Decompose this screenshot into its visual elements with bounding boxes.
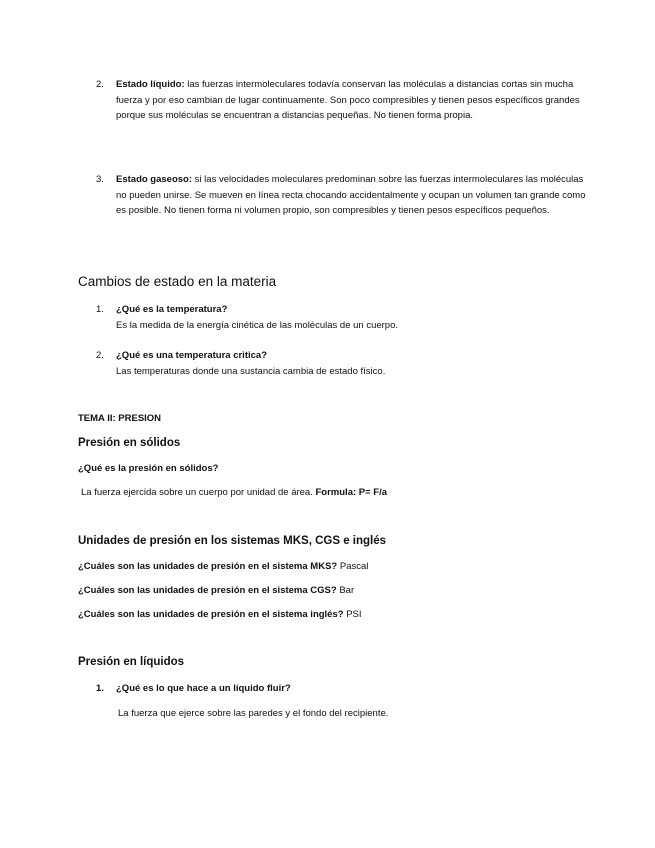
solidos-answer-line (81, 486, 387, 499)
presion-solidos-heading: Presión en sólidos (78, 437, 181, 449)
list-number: 2. (96, 79, 104, 90)
list-number: 1. (96, 304, 104, 315)
presion-liquidos-heading: Presión en líquidos (78, 656, 185, 668)
unidades-row-cgs (78, 585, 354, 596)
answer-text: Bar (336, 585, 355, 596)
liquidos-answer: La fuerza que ejerce sobre las paredes y el fondo del recipiente. (118, 708, 389, 719)
list-item-estado-gaseoso (96, 172, 586, 219)
unidades-row-ingles (78, 609, 362, 620)
question-text: ¿Qué es la temperatura? (116, 304, 228, 315)
answer-text: Es la medida de la energía cinética de las moléculas de un cuerpo. (116, 319, 399, 331)
tema-label: TEMA II: PRESION (78, 413, 162, 424)
list-item-text (116, 302, 586, 333)
cambios-heading: Cambios de estado en la materia (78, 274, 277, 289)
list-item-text (116, 348, 586, 379)
question-text: ¿Cuáles son las unidades de presión en el sistema CGS? (78, 585, 337, 596)
term-label: Estado líquido: (116, 79, 185, 90)
list-number: 1. (96, 683, 104, 694)
term-label: Estado gaseoso: (116, 174, 193, 185)
list-item-liquido-fluir (96, 681, 586, 697)
question-text: ¿Qué es lo que hace a un líquido fluir? (116, 683, 291, 694)
question-text: ¿Qué es una temperatura critica? (116, 350, 267, 361)
list-item-text (116, 77, 586, 124)
list-item-temperatura (96, 302, 586, 333)
list-item-text (116, 172, 586, 219)
question-text: ¿Cuáles son las unidades de presión en el sistema inglés? (78, 609, 344, 620)
list-number: 2. (96, 350, 104, 361)
list-item-estado-liquido (96, 77, 586, 124)
unidades-row-mks (78, 561, 368, 572)
solidos-answer: La fuerza ejercida sobre un cuerpo por unidad de área. (81, 487, 316, 498)
term-description: si las velocidades moleculares predominan sobre las fuerzas intermoleculares las moléculas no pueden unirse. Se mueven en línea recta chocando accidentalmente y ocupan un volumen tan grande como es posible. No tienen forma ni volumen propio, son compresibles y tienen pesos específicos pequeños. (116, 174, 586, 216)
unidades-heading: Unidades de presión en los sistemas MKS, CGS e inglés (78, 535, 387, 547)
term-description: las fuerzas intermoleculares todavía conservan las moléculas a distancias cortas sin mucha fuerza y por eso cambian de lugar continuamente. Son poco compresibles y tienen pesos específicos grandes porque sus moléculas se encuentran a distancias pequeñas. No tienen forma propia. (116, 79, 580, 121)
question-text: ¿Cuáles son las unidades de presión en el sistema MKS? (78, 561, 338, 572)
formula-text: Formula: P= F/a (315, 487, 388, 498)
answer-text: Las temperaturas donde una sustancia cambia de estado físico. (116, 365, 386, 377)
solidos-question: ¿Qué es la presión en sólidos? (78, 463, 219, 474)
answer-text: PSI (343, 609, 362, 620)
list-number: 3. (96, 174, 104, 185)
answer-text: Pascal (337, 561, 369, 572)
list-item-temperatura-critica (96, 348, 586, 379)
